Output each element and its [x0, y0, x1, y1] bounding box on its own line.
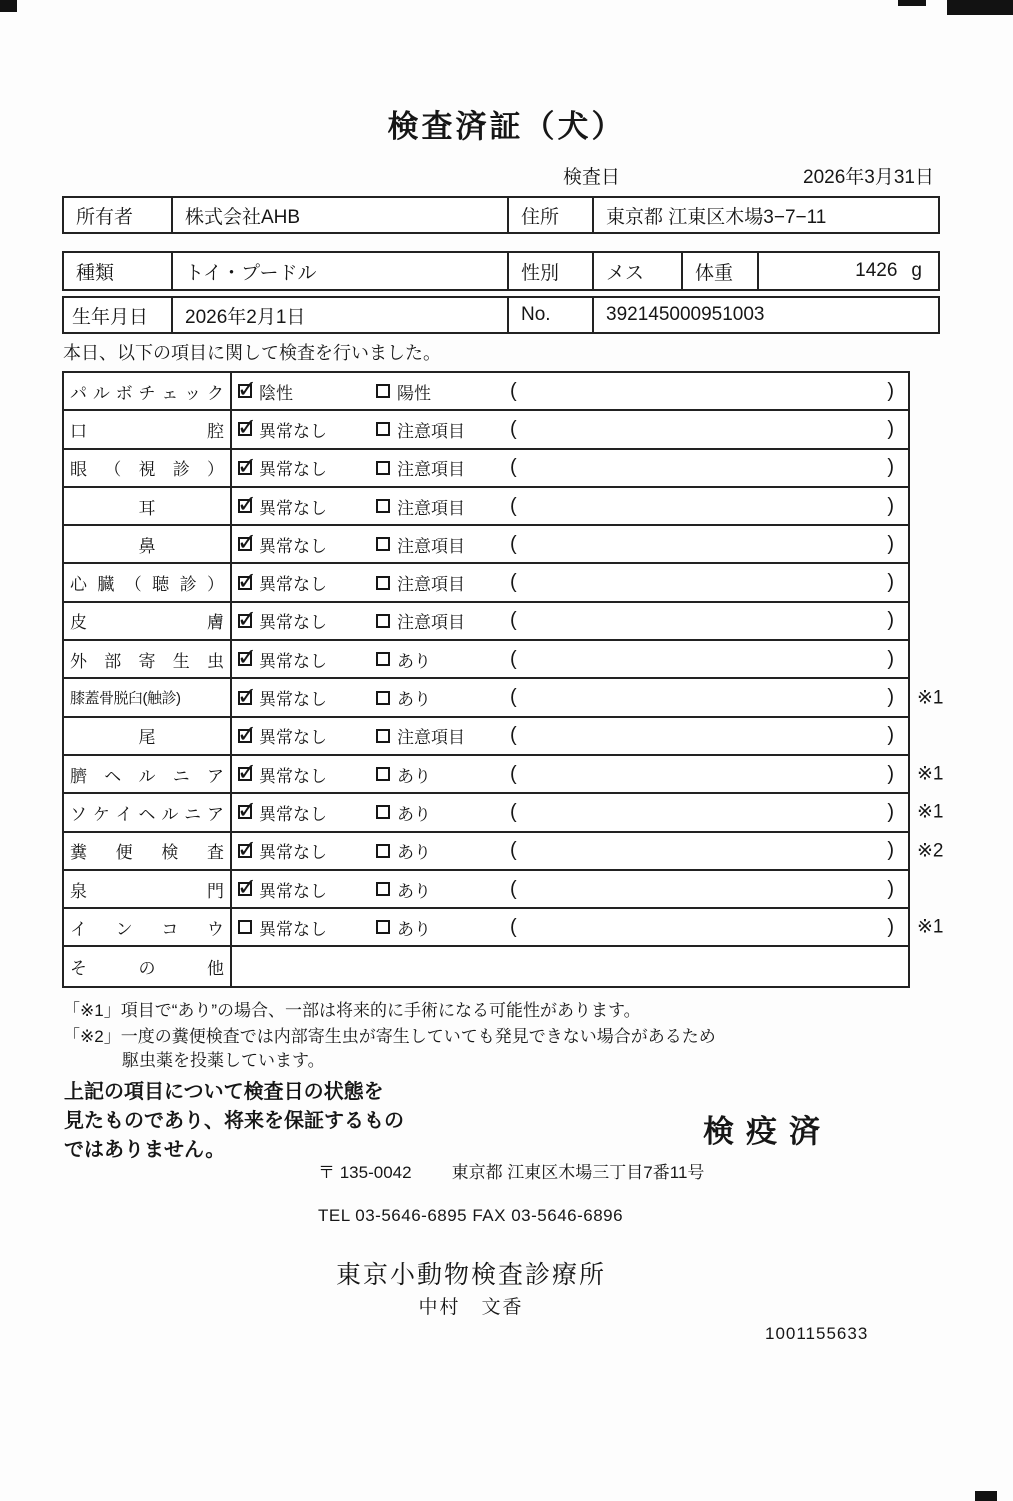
exam-row-label: 眼 （ 視 診 ）	[64, 450, 232, 486]
exam-option	[238, 608, 376, 633]
veterinarian-name: 中村 文香	[418, 1297, 524, 1318]
exam-option-label: 異常なし	[259, 498, 327, 518]
exam-option	[238, 723, 376, 748]
exam-result-parens: ( )	[510, 647, 894, 670]
exam-option-label: 注意項目	[397, 498, 465, 518]
disclaimer-line-1: 上記の項目について検査日の状態を	[64, 1081, 384, 1103]
disclaimer-line-3: ではありません。	[64, 1139, 226, 1161]
exam-option	[376, 838, 508, 863]
exam-row-options	[232, 411, 908, 447]
inspection-date-row	[505, 162, 940, 189]
exam-result-parens: ( )	[510, 609, 894, 632]
exam-option	[376, 417, 508, 442]
exam-row-label: 皮 膚	[64, 603, 232, 639]
checkbox-unchecked-icon	[376, 499, 390, 513]
exam-result-parens: ( )	[510, 915, 894, 938]
exam-row-label: 外 部 寄 生 虫	[64, 641, 232, 677]
exam-row-options	[232, 526, 908, 562]
birth-value: 2026年2月1日	[171, 298, 507, 332]
page-title: 検査済証（犬）	[387, 109, 626, 144]
exam-option	[238, 762, 376, 787]
exam-row-note: ※1	[917, 801, 944, 823]
clinic-address: 東京都 江東区木場三丁目7番11号	[451, 1163, 705, 1182]
checkbox-checked-icon	[238, 499, 252, 513]
exam-row-options	[232, 909, 908, 945]
exam-option-label: 異常なし	[259, 613, 327, 633]
breed-sex-weight-table	[62, 251, 940, 291]
exam-row	[64, 603, 908, 641]
exam-option	[238, 647, 376, 672]
exam-result-parens: ( )	[510, 494, 894, 517]
exam-option-label: あり	[397, 804, 431, 824]
exam-option	[238, 417, 376, 442]
exam-option	[238, 838, 376, 863]
address-value: 東京都 江東区木場3−7−11	[592, 198, 938, 232]
exam-row-label: イ ン コ ウ	[64, 909, 232, 945]
exam-option-label: 注意項目	[397, 536, 465, 556]
exam-row-options	[232, 641, 908, 677]
disclaimer-line-2: 見たものであり、将来を保証するもの	[64, 1110, 404, 1132]
exam-row-label: 鼻	[64, 526, 232, 562]
exam-row-note: ※1	[917, 687, 944, 709]
exam-option	[376, 570, 508, 595]
checkbox-checked-icon	[238, 844, 252, 858]
quarantine-stamp: 検疫済	[703, 1114, 832, 1149]
clinic-name: 東京小動物検査診療所	[335, 1261, 606, 1289]
footnote-2: 「※2」一度の糞便検査では内部寄生虫が寄生していても発見できない場合があるため	[63, 1027, 716, 1046]
exam-option	[238, 532, 376, 557]
exam-row-options	[232, 871, 908, 907]
exam-option-label: 注意項目	[397, 460, 465, 480]
inspection-date-value: 2026年3月31日	[803, 167, 934, 188]
exam-row	[64, 679, 944, 717]
exam-option	[238, 915, 376, 940]
checkbox-checked-icon	[238, 614, 252, 628]
breed-value: トイ・プードル	[171, 253, 507, 289]
exam-result-parens: ( )	[510, 839, 894, 862]
disclaimer-text	[64, 1078, 404, 1165]
checkbox-unchecked-icon	[376, 805, 390, 819]
exam-row-label: 膝蓋骨脱臼(触診)	[64, 679, 232, 715]
exam-option-label: あり	[397, 843, 431, 863]
exam-row	[64, 450, 908, 488]
exam-option-label: 異常なし	[259, 421, 327, 441]
postal-code: 〒 135-0042	[318, 1163, 412, 1182]
exam-row-options	[232, 373, 908, 409]
exam-option	[376, 723, 508, 748]
checkbox-unchecked-icon	[376, 422, 390, 436]
exam-row-label: そ の 他	[64, 947, 232, 985]
owner-value: 株式会社AHB	[171, 198, 507, 232]
exam-row	[64, 373, 908, 411]
birth-no-table	[62, 296, 940, 334]
exam-option	[376, 877, 508, 902]
exam-row	[64, 871, 908, 909]
exam-option	[376, 915, 508, 940]
scan-artifact	[975, 1491, 997, 1501]
exam-option	[376, 379, 508, 404]
checkbox-unchecked-icon	[376, 691, 390, 705]
exam-row-note: ※1	[917, 916, 944, 938]
exam-result-parens: ( )	[510, 456, 894, 479]
exam-row-options	[232, 450, 908, 486]
checkbox-unchecked-icon	[376, 537, 390, 551]
exam-row-label: 口 腔	[64, 411, 232, 447]
exam-row-options	[232, 564, 908, 600]
checkbox-checked-icon	[238, 767, 252, 781]
exam-row	[64, 411, 908, 449]
exam-option	[376, 685, 508, 710]
exam-option	[238, 570, 376, 595]
exam-row	[64, 833, 944, 871]
exam-option-label: あり	[397, 919, 431, 939]
exam-option	[238, 877, 376, 902]
weight-value-cell	[757, 253, 938, 289]
exam-row-label: 泉 門	[64, 871, 232, 907]
checkbox-unchecked-icon	[376, 844, 390, 858]
exam-option	[376, 532, 508, 557]
exam-option-label: 異常なし	[259, 460, 327, 480]
exam-result-parens: ( )	[510, 532, 894, 555]
exam-option	[376, 455, 508, 480]
birth-label: 生年月日	[72, 306, 149, 328]
scan-artifact	[898, 0, 926, 6]
exam-option-label: あり	[397, 881, 431, 901]
exam-option	[238, 685, 376, 710]
owner-address-table	[62, 196, 940, 234]
exam-option	[376, 800, 508, 825]
exam-option	[376, 608, 508, 633]
footnote-2-cont: 駆虫薬を投薬しています。	[122, 1051, 325, 1070]
exam-option-label: 異常なし	[259, 881, 327, 901]
checkbox-unchecked-icon	[376, 920, 390, 934]
exam-row-note: ※1	[917, 763, 944, 785]
no-label: No.	[507, 298, 592, 332]
exam-result-parens: ( )	[510, 571, 894, 594]
checkbox-checked-icon	[238, 384, 252, 398]
scan-artifact	[947, 0, 1013, 15]
exam-row-label: パ ル ボ チ ェ ッ ク	[64, 373, 232, 409]
checkbox-checked-icon	[238, 652, 252, 666]
exam-option-label: 注意項目	[397, 728, 465, 748]
checkbox-checked-icon	[238, 882, 252, 896]
intro-text: 本日、以下の項目に関して検査を行いました。	[63, 343, 441, 363]
exam-row	[64, 641, 908, 679]
exam-option-label: 異常なし	[259, 536, 327, 556]
exam-option-label: 異常なし	[259, 766, 327, 786]
exam-row-options	[232, 679, 908, 715]
footnote-1: 「※1」項目で“あり”の場合、一部は将来的に手術になる可能性があります。	[63, 1001, 641, 1020]
checkbox-unchecked-icon	[376, 384, 390, 398]
exam-option	[238, 494, 376, 519]
breed-label: 種類	[76, 262, 115, 284]
exam-result-parens: ( )	[510, 762, 894, 785]
exam-result-parens: ( )	[510, 800, 894, 823]
exam-result-parens: ( )	[510, 877, 894, 900]
exam-option-label: 異常なし	[259, 728, 327, 748]
exam-option-label: 陽性	[397, 383, 431, 403]
scan-artifact	[0, 0, 17, 12]
checkbox-unchecked-icon	[376, 767, 390, 781]
exam-row-label: ソ ケ イ ヘ ル ニ ア	[64, 794, 232, 830]
checkbox-unchecked-icon	[238, 920, 252, 934]
exam-option-label: 異常なし	[259, 919, 327, 939]
exam-option	[376, 762, 508, 787]
exam-result-parens: ( )	[510, 686, 894, 709]
inspection-date-label: 検査日	[563, 167, 621, 188]
sex-label: 性別	[507, 253, 592, 289]
clinic-postal-address	[318, 1158, 704, 1183]
exam-result-parens: ( )	[510, 379, 894, 402]
exam-option-label: あり	[397, 690, 431, 710]
checkbox-checked-icon	[238, 805, 252, 819]
checkbox-unchecked-icon	[376, 652, 390, 666]
clinic-tel-fax: TEL 03-5646-6895 FAX 03-5646-6896	[318, 1206, 624, 1225]
exam-row	[64, 909, 944, 947]
checkbox-checked-icon	[238, 537, 252, 551]
checkbox-checked-icon	[238, 729, 252, 743]
checkbox-unchecked-icon	[376, 576, 390, 590]
checkbox-checked-icon	[238, 576, 252, 590]
exam-row-options	[232, 603, 908, 639]
exam-option-label: 注意項目	[397, 421, 465, 441]
exam-row	[64, 756, 944, 794]
weight-label: 体重	[681, 253, 757, 289]
exam-row-options	[232, 488, 908, 524]
sex-value: メス	[592, 253, 681, 289]
exam-row	[64, 947, 908, 985]
exam-option-label: 異常なし	[259, 690, 327, 710]
exam-option-label: あり	[397, 766, 431, 786]
exam-row	[64, 564, 908, 602]
exam-row-label: 耳	[64, 488, 232, 524]
exam-option-label: 異常なし	[259, 651, 327, 671]
checkbox-checked-icon	[238, 422, 252, 436]
exam-option	[238, 379, 376, 404]
exam-row-options	[232, 794, 908, 830]
exam-row-label: 臍 ヘ ル ニ ア	[64, 756, 232, 792]
checkbox-unchecked-icon	[376, 729, 390, 743]
weight-unit: g	[911, 260, 922, 281]
exam-row-label: 尾	[64, 718, 232, 754]
exam-option-label: 注意項目	[397, 613, 465, 633]
exam-option-label: 陰性	[259, 383, 293, 403]
exam-row-label: 糞 便 検 査	[64, 833, 232, 869]
exam-row-options	[232, 947, 908, 985]
no-value: 392145000951003	[592, 298, 938, 332]
exam-row	[64, 488, 908, 526]
exam-table	[62, 371, 944, 988]
checkbox-unchecked-icon	[376, 614, 390, 628]
exam-row	[64, 718, 908, 756]
exam-result-parens: ( )	[510, 724, 894, 747]
owner-label: 所有者	[76, 206, 134, 228]
exam-row-options	[232, 833, 908, 869]
serial-number: 1001155633	[765, 1324, 869, 1343]
exam-row	[64, 794, 944, 832]
exam-option-label: あり	[397, 651, 431, 671]
exam-result-parens: ( )	[510, 417, 894, 440]
address-label: 住所	[507, 198, 592, 232]
exam-option-label: 異常なし	[259, 843, 327, 863]
exam-row-note: ※2	[917, 840, 944, 862]
exam-option	[376, 647, 508, 672]
checkbox-checked-icon	[238, 461, 252, 475]
exam-row-label: 心 臓 （ 聴 診 ）	[64, 564, 232, 600]
weight-value: 1426	[855, 260, 898, 281]
checkbox-checked-icon	[238, 691, 252, 705]
exam-option	[376, 494, 508, 519]
exam-option	[238, 455, 376, 480]
exam-option-label: 注意項目	[397, 575, 465, 595]
checkbox-unchecked-icon	[376, 461, 390, 475]
checkbox-unchecked-icon	[376, 882, 390, 896]
exam-option-label: 異常なし	[259, 804, 327, 824]
exam-row	[64, 526, 908, 564]
exam-row-options	[232, 718, 908, 754]
exam-row-options	[232, 756, 908, 792]
exam-option-label: 異常なし	[259, 575, 327, 595]
exam-option	[238, 800, 376, 825]
